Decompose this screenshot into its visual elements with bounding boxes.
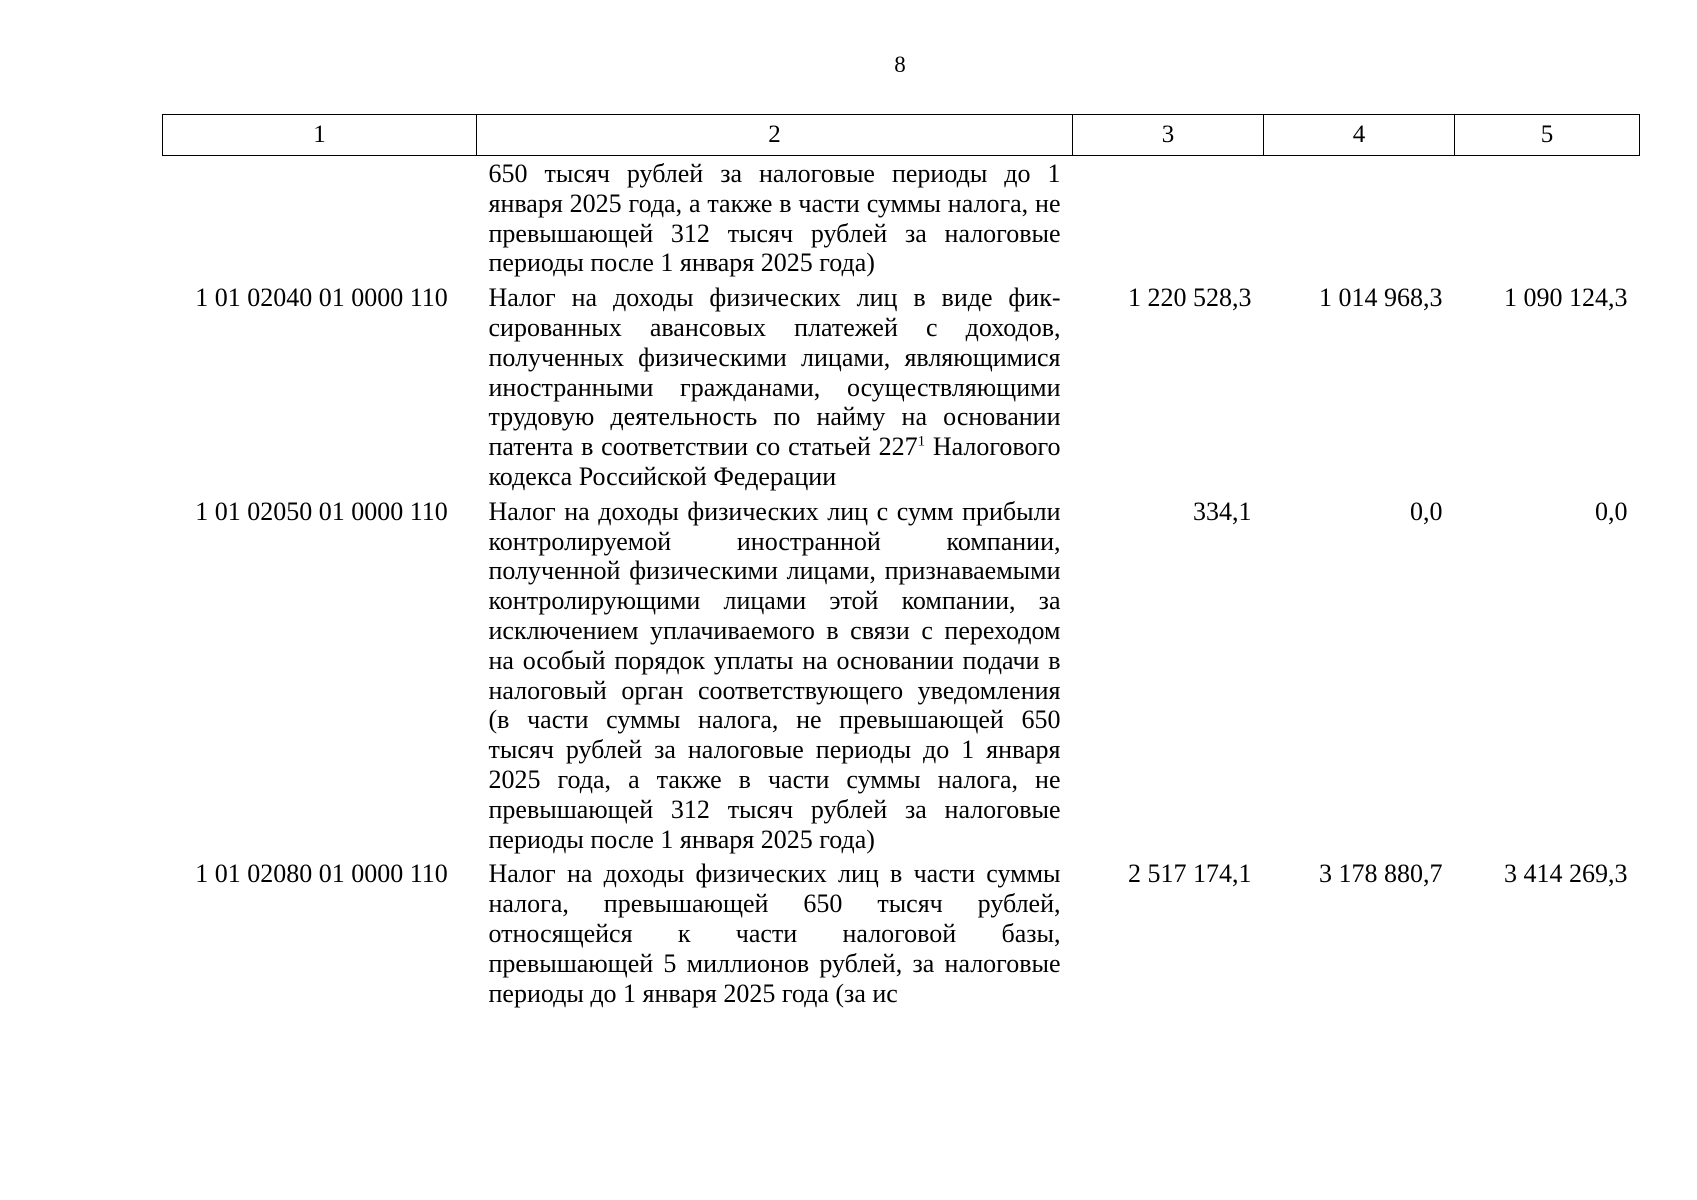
table-row-continuation xyxy=(163,156,1640,279)
value-cell-3: 334,1 xyxy=(1193,496,1252,526)
value-cell-5: 0,0 xyxy=(1595,496,1628,526)
value-cell-4 xyxy=(1264,156,1455,279)
code-cell: 1 01 02050 01 0000 110 xyxy=(195,496,448,526)
name-cell xyxy=(477,278,1073,492)
name-cell: Налог на доходы физических лиц с сумм прибыли контролируемой иностранной компании, полученной физическими лицами, признаваемыми контролирующими лицами этой компании, за исключением уплачиваемого в связи с переходом на особый порядок уплаты на основании подачи в налоговый орган соответствующего уведомления (в части суммы налога, не превышающей 650 тысяч рублей за налоговые периоды до 1 января 2025 года, а также в части суммы налога, не превышающей 312 тысяч рублей за налоговые периоды после 1 января 2025 года) xyxy=(488,496,1061,854)
page-number: 8 xyxy=(894,52,906,77)
value-cell-5: 3 414 269,3 xyxy=(1504,859,1628,889)
column-header-3: 3 xyxy=(1073,115,1264,156)
value-cell-3: 2 517 174,1 xyxy=(1128,859,1252,889)
name-cell: Налог на доходы физических лиц в части суммы налога, превышающей 650 тысяч рублей, относящейся к части налоговой базы, превышающей 5 миллионов рублей, за налоговые периоды до 1 января 2025 года (за ис xyxy=(488,859,1061,1008)
value-cell-3: 1 220 528,3 xyxy=(1128,283,1252,313)
budget-revenue-table-container xyxy=(162,114,1639,1008)
table-row xyxy=(163,854,1640,1008)
value-cell-4: 1 014 968,3 xyxy=(1319,283,1443,313)
code-cell: 1 01 02080 01 0000 110 xyxy=(195,859,448,889)
column-header-5: 5 xyxy=(1455,115,1640,156)
table-row xyxy=(163,278,1640,492)
superscript: 1 xyxy=(917,433,926,450)
name-text: Налог на доходы физических лиц в виде фиксированных авансовых платежей с доходов, полученных физическими лицами, являющимися иностранными гражданами, осуществляющими трудовую деятельность по найму на основании патента в соответствии со статьей 227 xyxy=(488,283,1061,462)
budget-revenue-table xyxy=(162,114,1640,1008)
value-cell-5 xyxy=(1455,156,1640,279)
column-header-4: 4 xyxy=(1264,115,1455,156)
table-header xyxy=(163,115,1640,156)
value-cell-4: 0,0 xyxy=(1410,496,1443,526)
code-cell xyxy=(163,156,477,279)
column-header-1: 1 xyxy=(163,115,477,156)
name-cell: 650 тысяч рублей за налоговые периоды до 1 января 2025 года, а также в части суммы налога, не превышающей 312 тысяч рублей за налоговые периоды после 1 января 2025 года) xyxy=(488,159,1061,278)
value-cell-4: 3 178 880,7 xyxy=(1319,859,1443,889)
value-cell-5: 1 090 124,3 xyxy=(1504,283,1628,313)
table-body xyxy=(163,156,1640,1009)
code-cell: 1 01 02040 01 0000 110 xyxy=(195,283,448,313)
table-header-row xyxy=(163,115,1640,156)
value-cell-3 xyxy=(1073,156,1264,279)
name-text-continued: Налогового кодекса Российской Федерации xyxy=(488,432,1061,491)
table-row xyxy=(163,492,1640,855)
column-header-2: 2 xyxy=(477,115,1073,156)
